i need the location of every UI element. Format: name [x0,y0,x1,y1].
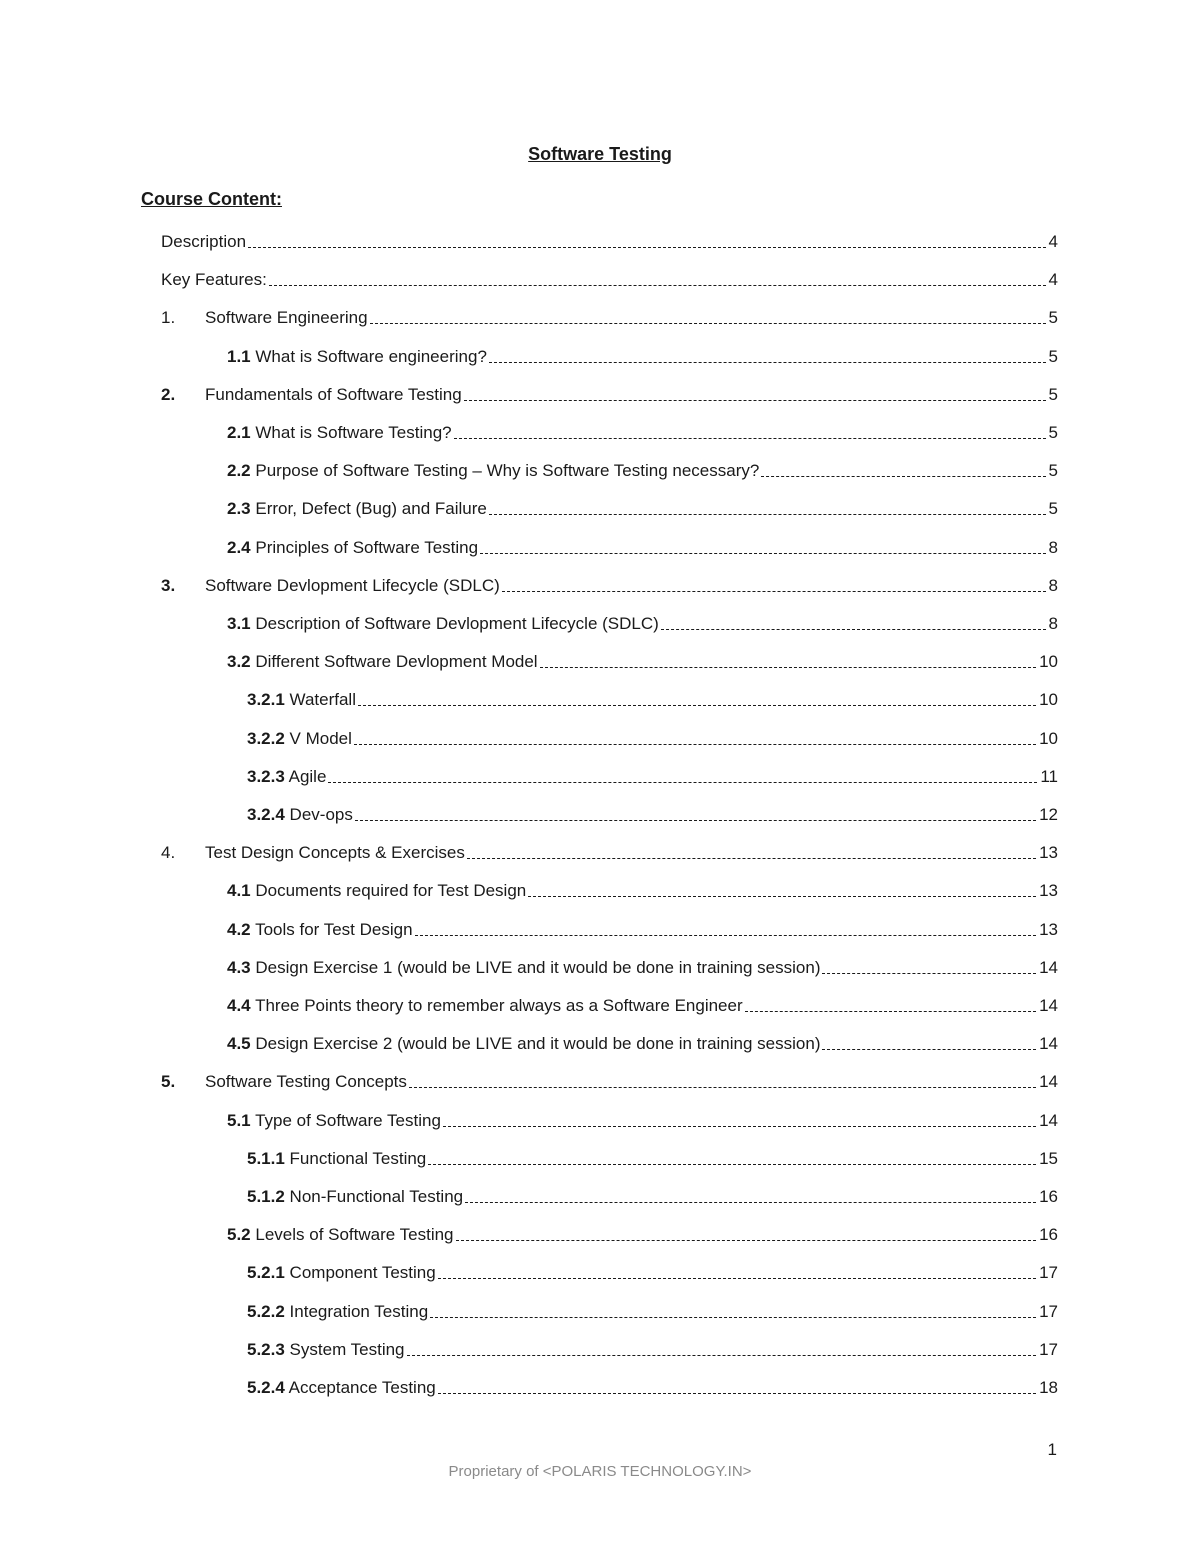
toc-entry-section-number: 2.4 [227,537,251,557]
toc-entry-page: 17 [1039,1301,1058,1321]
toc-dash-leader [465,1202,1036,1203]
toc-entry-title: Functional Testing [289,1148,427,1168]
toc-entry-label [227,649,538,675]
toc-entry-section-number: 4.3 [227,957,251,977]
toc-entry [247,687,1058,713]
toc-dash-leader [761,476,1045,477]
course-content-heading: Course Content: [141,189,282,209]
toc-entry-label [247,764,326,790]
toc-dash-leader [456,1240,1037,1241]
toc-entry-page: 13 [1039,919,1058,939]
toc-entry-page: 5 [1048,499,1058,519]
toc-dash-leader [443,1126,1036,1127]
toc-dash-leader [822,973,1036,974]
toc-entry-title: System Testing [289,1339,405,1359]
toc-entry-title: Waterfall [289,690,356,710]
toc-entry-label [247,1184,463,1210]
toc-entry [227,496,1058,522]
toc-entry [247,1375,1058,1401]
toc-entry [247,1146,1058,1172]
toc-dash-leader [407,1355,1037,1356]
toc-entry-label [227,535,478,561]
toc-entry [247,726,1058,752]
toc-entry-title: Description of Software Devlopment Lifecycle (SDLC) [255,614,659,633]
toc-entry-label [227,955,820,981]
toc-entry-label [247,1375,436,1401]
toc-dash-leader [745,1011,1036,1012]
toc-entry-section-number: 4.4 [227,996,251,1015]
toc-dash-leader [415,935,1037,936]
toc-dash-leader [661,629,1046,630]
toc-dash-leader [428,1164,1036,1165]
footer-text: Proprietary of <POLARIS TECHNOLOGY.IN> [448,1463,752,1480]
toc-entry-label [205,305,368,331]
toc-entry-section-number: 4.2 [227,919,251,939]
toc-entry-label [227,344,487,370]
toc-entry-page: 4 [1048,232,1058,251]
toc-entry-section-number: 5.2 [227,1225,251,1245]
toc-dash-leader [358,705,1036,706]
toc-dash-leader [248,247,1045,248]
toc-entry-title: Description [161,232,247,251]
toc-entry-title: Design Exercise 2 (would be LIVE and it would be done in training session) [255,1034,821,1054]
toc-entry-label [247,1260,436,1286]
toc-entry-number: 4. [161,843,176,863]
toc-dash-leader [438,1393,1036,1394]
toc-entry-section-number: 3.1 [227,614,251,633]
toc-entry-section-number: 5.1.2 [247,1187,285,1206]
toc-entry-label [247,802,353,828]
toc-entry [247,1337,1058,1363]
toc-dash-leader [269,285,1046,286]
toc-dash-leader [409,1087,1036,1088]
toc-entry [161,840,1058,866]
toc-entry-page: 16 [1039,1225,1058,1245]
toc-entry-title: Principles of Software Testing [255,537,479,557]
toc-entry-title: What is Software Testing? [255,423,452,442]
toc-entry-page: 5 [1048,346,1058,366]
toc-entry-label [205,840,465,866]
toc-entry-section-number: 5.2.4 [247,1378,285,1397]
toc-entry-page: 16 [1039,1187,1058,1206]
toc-entry-page: 5 [1048,423,1058,442]
toc-entry-section-number: 2.1 [227,423,251,442]
toc-entry [227,1222,1058,1248]
toc-entry-label [205,382,462,408]
toc-entry [227,420,1058,446]
toc-entry-label [227,1031,820,1057]
toc-dash-leader [430,1317,1036,1318]
toc-entry-number: 5. [161,1072,176,1092]
toc-entry-title: Fundamentals of Software Testing [205,384,462,404]
toc-entry-section-number: 5.2.1 [247,1263,285,1283]
toc-entry-label [161,267,267,293]
toc-dash-leader [502,591,1046,592]
toc-entry-title: Design Exercise 1 (would be LIVE and it would be done in training session) [255,957,821,977]
toc-entry-title: Component Testing [289,1263,436,1283]
toc-entry-page: 13 [1039,881,1058,901]
toc-entry-section-number: 3.2.4 [247,805,285,824]
toc-entry-page: 13 [1039,843,1058,863]
toc-entry-title: Acceptance Testing [288,1378,436,1397]
toc-entry-title: Software Engineering [205,308,368,328]
page-number: 1 [1047,1440,1057,1459]
toc-entry-label [161,229,246,255]
toc-entry [227,344,1058,370]
toc-entry [247,764,1058,790]
toc-entry [227,611,1058,637]
toc-entry-page: 12 [1039,805,1058,824]
toc-entry-title: Purpose of Software Testing – Why is Software Testing necessary? [255,461,760,481]
toc-entry-page: 14 [1039,1034,1058,1054]
toc-entry [227,458,1058,484]
toc-entry-page: 11 [1040,766,1058,786]
toc-entry-number: 1. [161,308,176,328]
toc-entry [227,1108,1058,1134]
toc-entry-title: Type of Software Testing [255,1110,441,1130]
toc-entry-page: 15 [1039,1148,1058,1168]
toc-entry-section-number: 4.1 [227,881,251,901]
toc-entry-page: 14 [1039,1110,1058,1130]
toc-entry-label [227,611,659,637]
toc-entry-number: 2. [161,384,176,404]
toc-entry-page: 14 [1039,1072,1058,1092]
toc-entry-title: Non-Functional Testing [289,1187,464,1206]
toc-entry-section-number: 3.2.1 [247,690,285,710]
toc-entry-title: Integration Testing [289,1301,429,1321]
toc-entry-page: 18 [1039,1378,1058,1397]
toc-entry-page: 5 [1048,461,1058,481]
toc-dash-leader [480,553,1045,554]
toc-entry [227,1031,1058,1057]
toc-entry [161,267,1058,293]
toc-dash-leader [822,1049,1036,1050]
toc-dash-leader [354,744,1036,745]
toc-entry-title: Error, Defect (Bug) and Failure [255,499,487,519]
toc-entry-label [205,1069,407,1095]
toc-entry-title: Software Devlopment Lifecycle (SDLC) [205,575,500,595]
toc-entry-page: 14 [1039,996,1058,1015]
toc-entry-label [227,993,743,1019]
toc-entry-title: Tools for Test Design [255,919,413,939]
toc-entry-title: Dev-ops [289,805,353,824]
toc-entry [161,573,1058,599]
toc-entry-page: 10 [1039,652,1058,672]
toc-entry [247,802,1058,828]
toc-entry-title: Software Testing Concepts [205,1072,407,1092]
toc-dash-leader [540,667,1036,668]
toc-entry-label [247,1299,428,1325]
toc-entry [161,1069,1058,1095]
toc-entry [227,649,1058,675]
toc-entry-title: Different Software Devlopment Model [255,652,538,672]
toc-entry-title: V Model [289,728,352,748]
toc-entry [161,229,1058,255]
toc-entry-title: Agile [288,766,327,786]
toc-entry [227,993,1058,1019]
toc-entry [247,1299,1058,1325]
toc-entry [161,382,1058,408]
toc-dash-leader [454,438,1046,439]
toc-entry-section-number: 5.2.2 [247,1301,285,1321]
toc-entry-label [227,458,759,484]
toc-entry-label [227,878,526,904]
toc-entry-page: 5 [1048,384,1058,404]
toc-entry-title: Three Points theory to remember always as a Software Engineer [255,996,743,1015]
toc-entry-title: Key Features: [161,270,267,290]
toc-entry-label [247,687,356,713]
toc-entry-section-number: 3.2.3 [247,766,285,786]
toc-entry-label [247,1337,405,1363]
toc-entry-page: 17 [1039,1263,1058,1283]
document-title: Software Testing [528,144,672,164]
toc-entry-label [227,917,413,943]
toc-entry-section-number: 3.2.2 [247,728,285,748]
toc-entry-label [227,496,487,522]
toc-entry-page: 14 [1039,957,1058,977]
toc-entry-label [205,573,500,599]
toc-dash-leader [528,896,1036,897]
toc-entry-label [247,726,352,752]
toc-entry [227,917,1058,943]
toc-dash-leader [467,858,1036,859]
toc-entry-title: Levels of Software Testing [255,1225,454,1245]
toc-entry-section-number: 3.2 [227,652,251,672]
toc-entry-page: 10 [1039,690,1058,710]
toc-entry-label [227,1222,454,1248]
toc-entry-number: 3. [161,575,176,595]
toc-dash-leader [438,1278,1036,1279]
toc-entry [247,1260,1058,1286]
toc-dash-leader [370,323,1046,324]
toc-entry-page: 8 [1048,614,1058,633]
toc-entry-section-number: 5.2.3 [247,1339,285,1359]
toc-entry-section-number: 5.1 [227,1110,251,1130]
toc-entry [227,535,1058,561]
toc-entry-page: 5 [1048,308,1058,328]
toc-entry-label [247,1146,426,1172]
toc-entry [227,955,1058,981]
toc-entry [161,305,1058,331]
toc-dash-leader [355,820,1036,821]
toc-dash-leader [489,362,1046,363]
toc-entry-page: 17 [1039,1339,1058,1359]
toc-entry-label [227,420,452,446]
toc-entry-page: 10 [1039,728,1058,748]
toc-entry-page: 8 [1048,575,1058,595]
toc-entry [247,1184,1058,1210]
toc-entry-title: What is Software engineering? [255,346,487,366]
toc-dash-leader [489,514,1046,515]
toc-entry-title: Test Design Concepts & Exercises [205,843,465,863]
toc-entry-page: 4 [1048,270,1058,290]
toc-entry-section-number: 5.1.1 [247,1148,285,1168]
toc-entry-page: 8 [1048,537,1058,557]
toc-entry-section-number: 4.5 [227,1034,251,1054]
toc-entry-title: Documents required for Test Design [255,881,527,901]
toc-dash-leader [464,400,1046,401]
toc-entry [227,878,1058,904]
toc-entry-section-number: 2.3 [227,499,251,519]
toc-dash-leader [328,782,1037,783]
toc-entry-section-number: 2.2 [227,461,251,481]
toc-entry-label [227,1108,441,1134]
toc-entry-section-number: 1.1 [227,346,251,366]
